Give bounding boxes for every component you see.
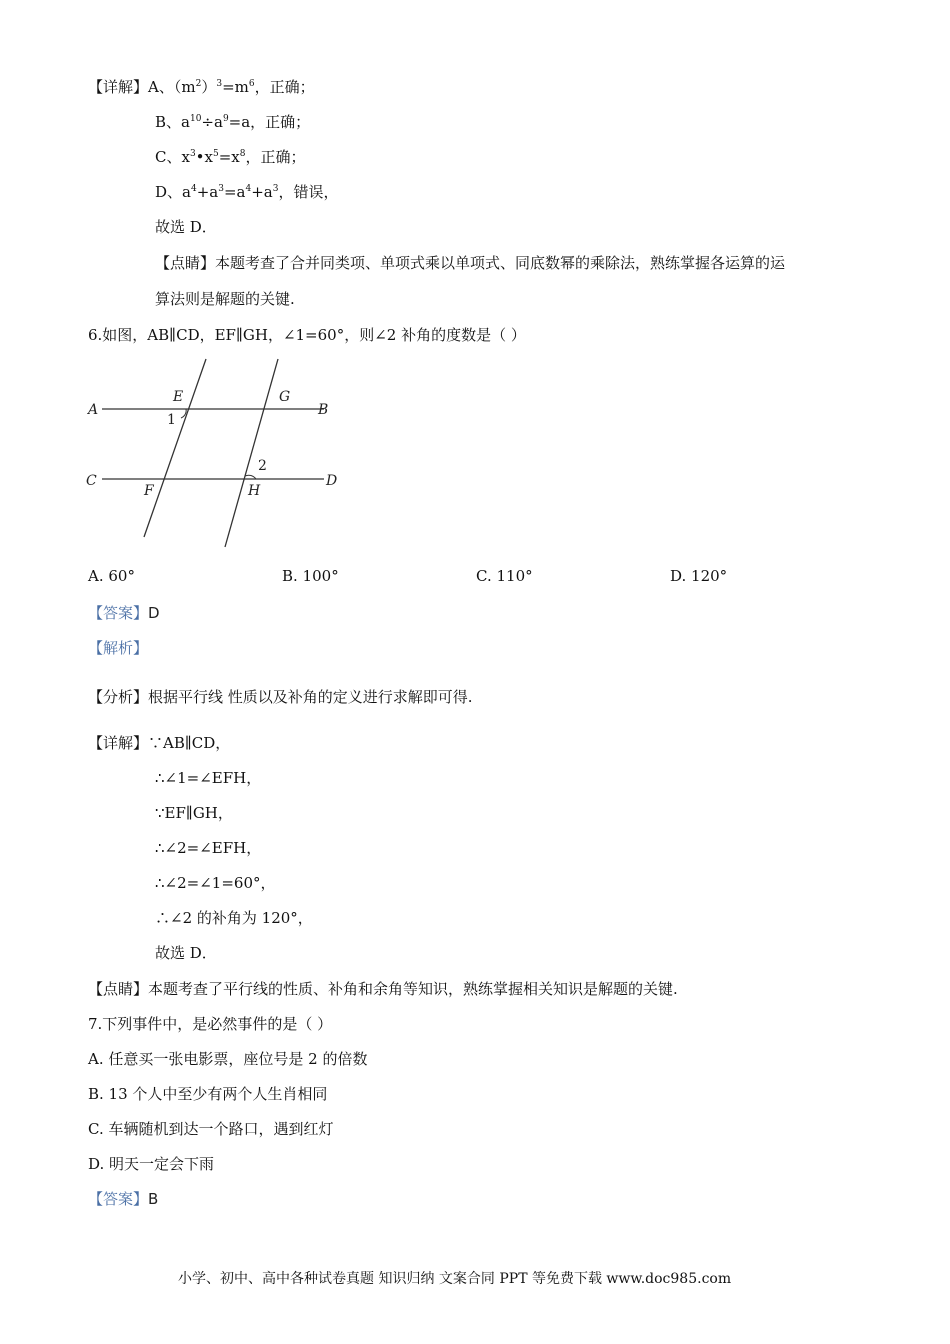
q5-option-a-line: 【详解】A、$(m^2)^3=m^6$，正确； bbox=[88, 78, 315, 96]
q6-step-3: ∵EF∥GH， bbox=[155, 804, 233, 822]
q7-option-a: A. 任意买一张电影票，座位号是 2 的倍数 bbox=[88, 1050, 368, 1068]
q6-detail-line-1: 【详解】∵AB∥CD， bbox=[88, 734, 231, 752]
q7-option-b: B. 13 个人中至少有两个人生肖相同 bbox=[88, 1085, 328, 1103]
label-b: B bbox=[318, 402, 329, 418]
q6-question: 6.如图，AB∥CD，EF∥GH，∠1=60°，则∠2 补角的度数是（ ） bbox=[88, 326, 526, 344]
q6-option-c: C. 110° bbox=[476, 567, 533, 585]
label-d: D bbox=[326, 473, 338, 489]
q6-step-6: ∴∠2 的补角为 120°， bbox=[155, 909, 313, 927]
q6-comment: 【点睛】本题考查了平行线的性质、补角和余角等知识，熟练掌握相关知识是解题的关键. bbox=[88, 980, 678, 998]
q7-answer-line bbox=[88, 1189, 158, 1209]
q7-answer: B bbox=[148, 1190, 159, 1208]
label-g: G bbox=[279, 389, 291, 405]
q5-option-d-line: D、$a^4+a^3=a^4+a^3$，错误， bbox=[155, 183, 339, 201]
q6-fenxi: 【分析】根据平行线 性质以及补角的定义进行求解即可得. bbox=[88, 688, 473, 706]
q6-answer: D bbox=[148, 604, 160, 622]
label-h: H bbox=[248, 483, 261, 499]
q5-choose: 故选 D． bbox=[155, 218, 217, 236]
q6-step-7: 故选 D． bbox=[155, 944, 217, 962]
q5-comment-line-1: 【点睛】本题考查了合并同类项、单项式乘以单项式、同底数幂的乘除法，熟练掌握各运算的运 bbox=[155, 254, 786, 272]
q6-option-d: D. 120° bbox=[670, 567, 728, 585]
q6-detail-tag: 【详解】 bbox=[88, 734, 149, 752]
q7-option-c: C. 车辆随机到达一个路口，遇到红灯 bbox=[88, 1120, 334, 1138]
q5-detail-tag: 【详解】 bbox=[88, 78, 149, 96]
line-gh bbox=[225, 359, 278, 547]
q6-option-b: B. 100° bbox=[282, 567, 339, 585]
q5-option-b-line: B、$a^{10}\div a^9=a$，正确； bbox=[155, 113, 311, 131]
q7-option-d: D. 明天一定会下雨 bbox=[88, 1155, 215, 1173]
label-e: E bbox=[173, 389, 184, 405]
q6-step-5: ∴∠2=∠1=60°， bbox=[155, 874, 276, 892]
label-angle-1: 1 bbox=[167, 412, 176, 428]
q6-step-2: ∴∠1=∠EFH， bbox=[155, 769, 262, 787]
q5-option-c-line: C、$x^3•x^5=x^8$，正确； bbox=[155, 148, 306, 166]
label-angle-2: 2 bbox=[258, 458, 267, 474]
q6-figure bbox=[80, 355, 350, 555]
q6-option-a: A. 60° bbox=[88, 567, 135, 585]
page-footer: 小学、初中、高中各种试卷真题 知识归纳 文案合同 PPT 等免费下载 www.doc985.com bbox=[178, 1271, 732, 1287]
q6-analysis-tag: 【解析】 bbox=[88, 639, 149, 657]
q6-answer-tag: 【答案】 bbox=[88, 604, 149, 622]
label-f: F bbox=[144, 483, 154, 499]
line-ef bbox=[144, 359, 206, 537]
q6-answer-line bbox=[88, 603, 160, 623]
q7-question: 7.下列事件中，是必然事件的是（ ） bbox=[88, 1015, 333, 1033]
q6-step-4: ∴∠2=∠EFH， bbox=[155, 839, 262, 857]
q5-comment-line-2: 算法则是解题的关键. bbox=[155, 290, 295, 308]
q7-answer-tag: 【答案】 bbox=[88, 1190, 149, 1208]
label-c: C bbox=[86, 473, 97, 489]
label-a: A bbox=[88, 402, 99, 418]
